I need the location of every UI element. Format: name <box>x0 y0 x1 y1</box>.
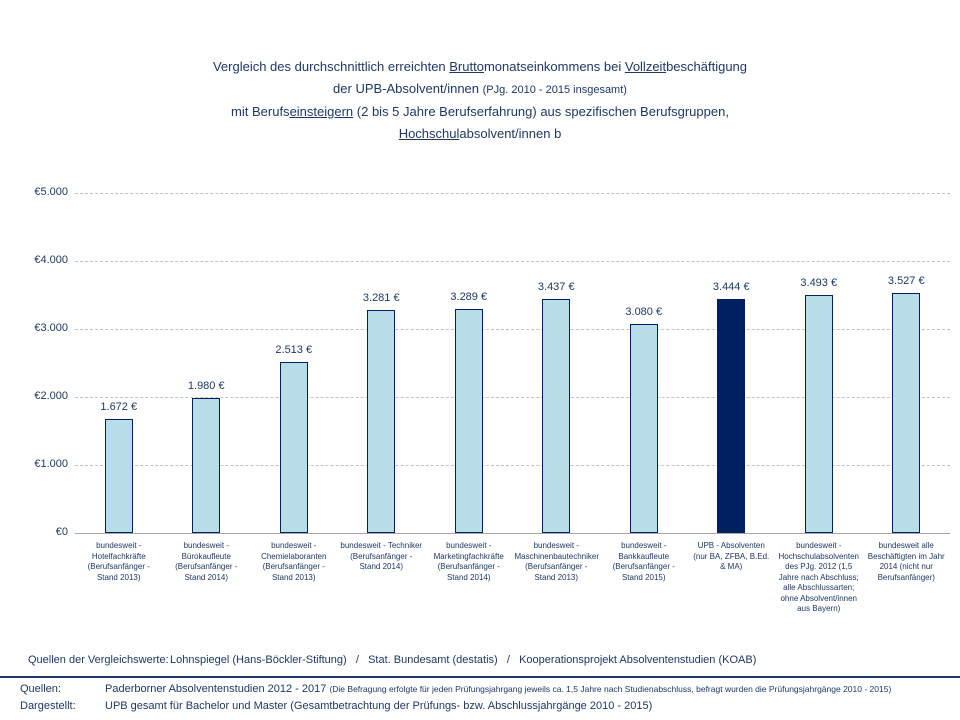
title-segment: mit Berufs <box>231 104 290 119</box>
dargestellt-label: Dargestellt: <box>20 700 76 712</box>
bar <box>367 310 395 533</box>
x-category-label: bundesweit alle Beschäftigten im Jahr 2014 (nicht nur Berufsanfänger) <box>867 541 945 582</box>
title-segment: Vollzeit <box>624 59 667 74</box>
x-axis-line <box>75 533 950 534</box>
y-tick-label: €1.000 <box>34 458 68 470</box>
quellen-note: (Die Befragung erfolgte für jeden Prüfungsjahrgang jeweils ca. 1,5 Jahre nach Studienabschluss, befragt wurden die Prüfungsjahrgänge 2010 - 2015) <box>329 684 892 694</box>
x-category-label: bundesweit - Maschinenbautechniker (Berufsanfänger - Stand 2013) <box>514 541 599 582</box>
bar <box>630 324 658 533</box>
bar <box>192 398 220 533</box>
comparison-sources-line <box>28 654 756 666</box>
x-category-label: bundesweit - Chemielaboranten (Berufsanfänger - Stand 2013) <box>261 541 327 582</box>
bar-value-label: 3.281 € <box>362 291 400 304</box>
bar <box>105 419 133 533</box>
bar <box>280 362 308 533</box>
title-segment: (2 bis 5 Jahre Berufserfahrung) aus spezifischen Berufsgruppen, <box>353 104 729 119</box>
gridline <box>75 261 950 262</box>
x-category-label: bundesweit - Marketingfachkräfte (Berufsanfänger - Stand 2014) <box>433 541 504 582</box>
title-segment: monatseinkommens bei <box>483 59 625 74</box>
comparison-sources-text: Lohnspiegel (Hans-Böckler-Stiftung) / Stat. Bundesamt (destatis) / Kooperationsprojekt Absolventenstudien (KOAB) <box>170 654 757 666</box>
title-segment: beschäftigung <box>666 59 748 74</box>
x-category-label: bundesweit - Hotelfachkräfte (Berufsanfänger - Stand 2013) <box>87 541 150 582</box>
title-segment: absolvent/innen b <box>459 126 562 141</box>
comparison-sources-label: Quellen der Vergleichswerte: <box>28 654 169 666</box>
title-segment: Hochschul <box>398 126 460 141</box>
bar-value-label: 3.444 € <box>712 280 750 293</box>
title-segment: Brutto <box>449 59 484 74</box>
bar-value-label: 2.513 € <box>275 344 313 357</box>
footer-row-dargestellt <box>20 700 652 712</box>
x-category-label: UPB - Absolventen (nur BA, ZFBA, B.Ed. & MA) <box>693 541 770 571</box>
title-segment: Vergleich des durchschnittlich erreichten <box>212 59 450 74</box>
y-tick-label: €2.000 <box>34 390 68 402</box>
bar-value-label: 3.080 € <box>625 305 663 318</box>
bar <box>455 309 483 533</box>
title-segment: der UPB-Absolvent/innen <box>333 81 483 96</box>
y-tick-label: €5.000 <box>34 186 68 198</box>
bar-value-label: 3.437 € <box>537 281 575 294</box>
bar-value-label: 3.527 € <box>887 275 925 288</box>
x-category-label: bundesweit - Hochschulabsolventen des PJg. 2012 (1,5 Jahre nach Abschluss; alle Abschlussarten; ohne Absolvent/innen aus Bayern) <box>778 541 859 613</box>
quellen-label: Quellen: <box>20 683 61 695</box>
footer-row-quellen <box>20 683 891 695</box>
quellen-text: Paderborner Absolventenstudien 2012 - 2017 <box>105 683 330 695</box>
title-segment: (PJg. 2010 - 2015 insgesamt) <box>482 84 627 96</box>
bar <box>717 299 745 533</box>
bar-value-label: 1.980 € <box>187 380 225 393</box>
bar-value-label: 1.672 € <box>100 401 138 414</box>
x-category-label: bundesweit - Bankkaufleute (Berufsanfänger - Stand 2015) <box>612 541 675 582</box>
bar <box>892 293 920 533</box>
dargestellt-text: UPB gesamt für Bachelor und Master (Gesamtbetrachtung der Prüfungs- bzw. Abschlussjahrgänge 2010 - 2015) <box>105 700 653 712</box>
footer-divider <box>0 676 960 678</box>
y-tick-label: €4.000 <box>34 254 68 266</box>
bar-value-label: 3.493 € <box>800 277 838 290</box>
y-tick-label: €3.000 <box>34 322 68 334</box>
x-category-label: bundesweit - Techniker (Berufsanfänger - Stand 2014) <box>340 541 423 571</box>
y-tick-label: €0 <box>55 526 68 538</box>
bar <box>805 295 833 533</box>
bar-value-label: 3.289 € <box>450 291 488 304</box>
bar <box>542 299 570 533</box>
title-segment: einsteigern <box>289 104 354 119</box>
x-category-label: bundesweit - Bürokaufleute (Berufsanfänger - Stand 2014) <box>175 541 238 582</box>
gridline <box>75 193 950 194</box>
